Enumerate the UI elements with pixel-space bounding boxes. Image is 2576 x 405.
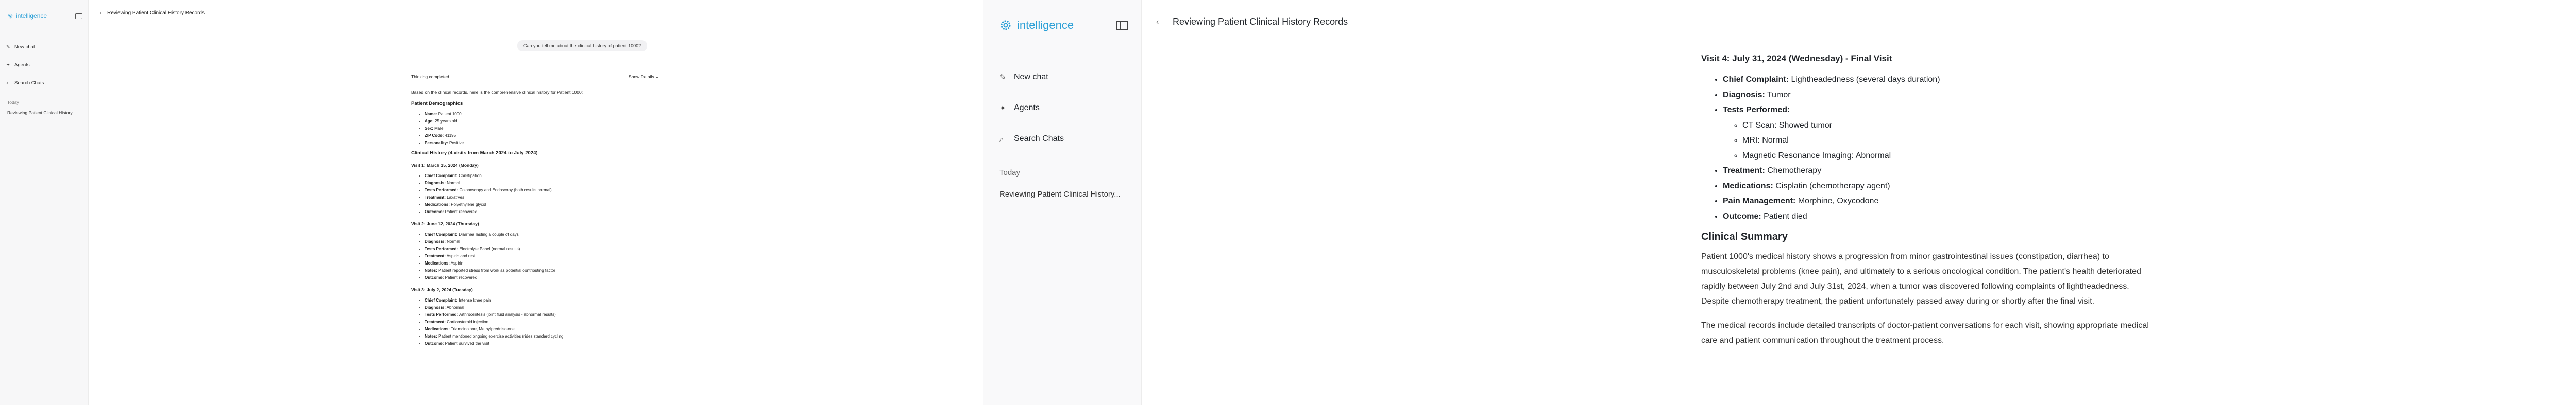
list-item: • Diagnosis: Normal xyxy=(425,180,700,187)
list-item: • Treatment: Laxatives xyxy=(425,194,700,201)
visit-title: Visit 4: July 31, 2024 (Wednesday) - Final Visit xyxy=(1701,54,1892,63)
tests-sublist xyxy=(1723,118,2149,164)
history-item[interactable]: Reviewing Patient Clinical History... xyxy=(999,190,1121,199)
sidebar-item-agents[interactable] xyxy=(6,56,44,74)
list-item: • Diagnosis: Tumor xyxy=(1723,87,2149,103)
summary-heading: Clinical Summary xyxy=(1701,231,1788,242)
response-intro: Based on the clinical records, here is the comprehensive clinical history for Patient 1000: xyxy=(411,90,583,95)
list-item: • Name: Patient 1000 xyxy=(425,111,700,118)
sidebar-toggle-icon[interactable] xyxy=(1116,21,1128,30)
history-section-label: Today xyxy=(999,168,1021,177)
sidebar-item-new-chat[interactable] xyxy=(999,62,1064,93)
list-item: • Outcome: Patient recovered xyxy=(425,208,700,216)
history-section-label: Today xyxy=(7,100,19,105)
list-item: • Outcome: Patient died xyxy=(1723,209,2149,224)
list-item: • Chief Complaint: Diarrhea lasting a couple of days xyxy=(425,231,700,238)
list-item: • ZIP Code: 41195 xyxy=(425,132,700,139)
assistant-response xyxy=(1701,54,2149,357)
page-title: Reviewing Patient Clinical History Records xyxy=(1173,16,1348,27)
list-item: • Chief Complaint: Intense knee pain xyxy=(425,297,700,304)
left-app-panel xyxy=(0,0,1144,405)
demographics-heading: Patient Demographics xyxy=(411,101,463,107)
list-item: • Treatment: Chemotherapy xyxy=(1723,163,2149,179)
sidebar-nav xyxy=(6,38,44,92)
sidebar-item-new-chat[interactable] xyxy=(6,38,44,56)
visit-title: Visit 2: June 12, 2024 (Thursday) xyxy=(411,221,479,226)
visit-title: Visit 1: March 15, 2024 (Monday) xyxy=(411,163,479,168)
list-item: ◦ CT Scan: Showed tumor xyxy=(1742,118,2149,133)
visit-list xyxy=(411,231,700,281)
show-details-label: Show Details xyxy=(629,74,654,79)
list-item: • Tests Performed: ◦ CT Scan: Showed tumor ◦ MRI: Normal ◦ Magnetic Resonance Imaging: Abnormal xyxy=(1723,102,2149,163)
search-icon: ⌕ xyxy=(999,134,1004,144)
brand-logo[interactable] xyxy=(7,12,47,20)
list-item: • Notes: Patient reported stress from work as potential contributing factor xyxy=(425,267,700,274)
list-item: • Outcome: Patient recovered xyxy=(425,274,700,281)
list-item: • Treatment: Aspirin and rest xyxy=(425,253,700,260)
summary-paragraph: The medical records include detailed transcripts of doctor-patient conversations for each visit, showing appropriate medical care and patient communication throughout the treatment process. xyxy=(1701,321,2149,345)
list-item: ◦ MRI: Normal xyxy=(1742,133,2149,148)
left-sidebar xyxy=(0,0,89,405)
visit-list xyxy=(411,297,700,347)
visit-list xyxy=(411,172,700,216)
visit-list xyxy=(1701,72,2149,224)
list-item: • Sex: Male xyxy=(425,125,700,132)
page-title: Reviewing Patient Clinical History Records xyxy=(107,10,205,16)
list-item: • Age: 25 years old xyxy=(425,118,700,125)
list-item: • Notes: Patient mentioned ongoing exercise activities (rides standard cycling xyxy=(425,333,700,340)
visit-title: Visit 3: July 2, 2024 (Tuesday) xyxy=(411,287,473,292)
list-item: • Pain Management: Morphine, Oxycodone xyxy=(1723,193,2149,209)
show-details-button[interactable] xyxy=(629,74,659,80)
sidebar-nav xyxy=(999,62,1064,154)
brand-name: intelligence xyxy=(1017,19,1074,31)
list-item: • Diagnosis: Abnormal xyxy=(425,304,700,311)
brand-logo[interactable] xyxy=(999,19,1074,32)
brand-gear-icon xyxy=(999,19,1012,31)
history-item[interactable]: Reviewing Patient Clinical History... xyxy=(7,110,76,115)
user-message: Can you tell me about the clinical history of patient 1000? xyxy=(517,40,647,51)
summary-paragraph: Patient 1000's medical history shows a progression from minor gastrointestinal issues (constipation, diarrhea) to musculoskeletal problems (knee pain), and ultimately to a serious oncological condition. The patient's health deteriorated rapidly between July 2nd and July 31st, 2024, when a tumor was discovered following complaints of lightheadedness. Despite chemotherapy treatment, the patient unfortunately passed away during or shortly after the final visit. xyxy=(1701,252,2141,306)
main-chat-area xyxy=(1142,0,2576,405)
list-item: • Tests Performed: Electrolyte Panel (normal results) xyxy=(425,245,700,253)
sidebar-item-label: Search Chats xyxy=(14,80,44,86)
wand-icon: ✦ xyxy=(999,104,1006,113)
list-item: • Chief Complaint: Constipation xyxy=(425,172,700,180)
compose-icon: ✎ xyxy=(6,44,10,49)
list-item: • Chief Complaint: Lightheadedness (several days duration) xyxy=(1723,72,2149,87)
list-item: • Medications: Polyethylene glycol xyxy=(425,201,700,208)
sidebar xyxy=(983,0,1142,405)
sidebar-item-label: Agents xyxy=(1014,103,1040,112)
wand-icon: ✦ xyxy=(6,62,10,67)
sidebar-item-label: New chat xyxy=(1014,73,1048,81)
list-item: • Diagnosis: Normal xyxy=(425,238,700,245)
list-item: • Medications: Triamcinolone, Methylprednisolone xyxy=(425,326,700,333)
demographics-list xyxy=(411,111,700,147)
history-heading: Clinical History (4 visits from March 2024 to July 2024) xyxy=(411,150,538,156)
assistant-response xyxy=(411,89,700,350)
compose-icon: ✎ xyxy=(999,73,1006,82)
back-chevron-icon[interactable]: ‹ xyxy=(100,10,101,15)
search-icon: ⌕ xyxy=(6,80,9,85)
back-chevron-icon[interactable]: ‹ xyxy=(1156,17,1159,26)
list-item: • Outcome: Patient survived the visit xyxy=(425,340,700,347)
sidebar-item-label: New chat xyxy=(14,44,35,50)
sidebar-toggle-icon[interactable] xyxy=(75,13,82,19)
sidebar-item-search[interactable] xyxy=(6,74,44,92)
list-item: • Personality: Positive xyxy=(425,139,700,147)
sidebar-item-label: Agents xyxy=(14,62,30,68)
sidebar-item-label: Search Chats xyxy=(1014,134,1064,143)
list-item: • Medications: Aspirin xyxy=(425,260,700,267)
list-item: • Treatment: Corticosteroid injection xyxy=(425,319,700,326)
list-item: • Medications: Cisplatin (chemotherapy agent) xyxy=(1723,179,2149,194)
brand-gear-icon xyxy=(7,13,13,19)
chevron-down-icon: ⌄ xyxy=(655,74,659,79)
sidebar-item-agents[interactable] xyxy=(999,93,1064,124)
brand-name: intelligence xyxy=(16,12,47,20)
sidebar-item-search[interactable] xyxy=(999,124,1064,154)
list-item: ◦ Magnetic Resonance Imaging: Abnormal xyxy=(1742,148,2149,164)
list-item: • Tests Performed: Arthrocentesis (joint fluid analysis - abnormal results) xyxy=(425,311,700,319)
list-item: • Tests Performed: Colonoscopy and Endoscopy (both results normal) xyxy=(425,187,700,194)
thinking-status: Thinking completed xyxy=(411,74,449,79)
